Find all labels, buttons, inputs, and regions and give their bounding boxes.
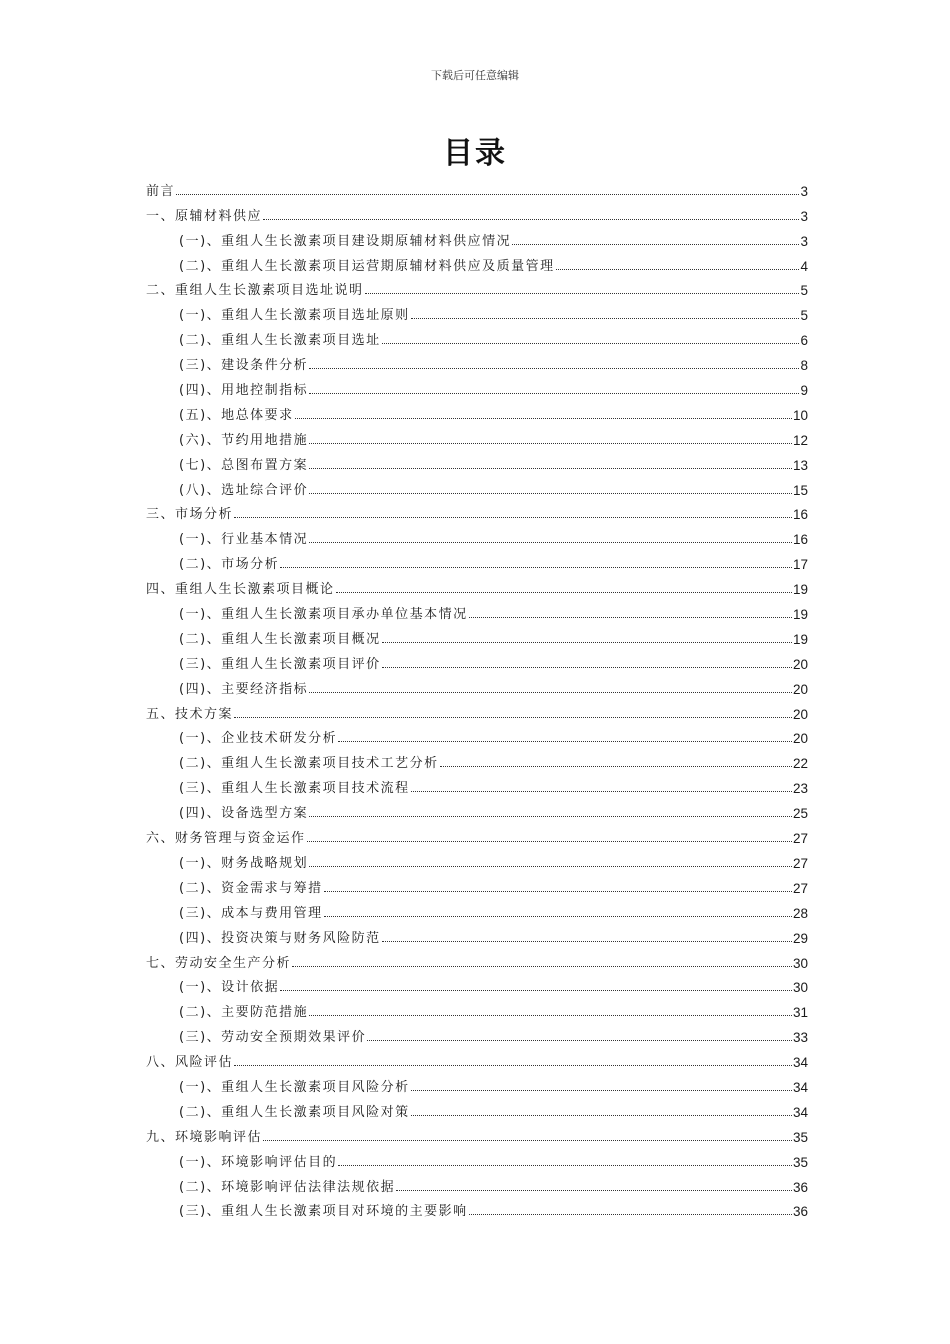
toc-entry-page-number: 5	[800, 308, 808, 324]
toc-entry[interactable]	[146, 622, 808, 647]
toc-entry[interactable]	[146, 697, 808, 722]
toc-dot-leader	[309, 816, 792, 817]
toc-entry-label: (三)、成本与费用管理	[179, 905, 323, 921]
toc-entry-page-number: 17	[792, 557, 808, 573]
toc-dot-leader	[309, 368, 799, 369]
toc-dot-leader	[309, 1015, 792, 1016]
toc-entry[interactable]	[146, 1120, 808, 1145]
toc-dot-leader	[382, 667, 792, 668]
toc-entry[interactable]	[146, 199, 808, 224]
toc-entry-label: (一)、企业技术研发分析	[179, 731, 338, 747]
toc-entry-page-number: 35	[792, 1154, 808, 1170]
toc-dot-leader	[309, 692, 792, 693]
toc-entry-page-number: 27	[792, 855, 808, 871]
toc-dot-leader	[324, 916, 792, 917]
toc-entry[interactable]	[146, 597, 808, 622]
toc-entry-page-number: 15	[792, 482, 808, 498]
toc-entry-label: 前言	[146, 183, 176, 199]
toc-entry-page-number: 5	[800, 283, 808, 299]
toc-entry-label: (一)、设计依据	[179, 980, 280, 996]
toc-entry[interactable]	[146, 423, 808, 448]
toc-entry-label: (二)、资金需求与筹措	[179, 880, 323, 896]
toc-entry[interactable]	[146, 1070, 808, 1095]
toc-entry[interactable]	[146, 572, 808, 597]
header-note: 下载后可任意编辑	[431, 69, 519, 82]
toc-entry[interactable]	[146, 498, 808, 523]
toc-entry-page-number: 10	[792, 407, 808, 423]
toc-entry-page-number: 19	[792, 607, 808, 623]
toc-dot-leader	[234, 517, 792, 518]
toc-entry-page-number: 20	[792, 706, 808, 722]
toc-dot-leader	[338, 1165, 792, 1166]
toc-entry[interactable]	[146, 274, 808, 299]
toc-dot-leader	[469, 617, 792, 618]
toc-entry[interactable]	[146, 647, 808, 672]
toc-entry-page-number: 13	[792, 457, 808, 473]
toc-entry-page-number: 23	[792, 781, 808, 797]
toc-entry-page-number: 34	[792, 1104, 808, 1120]
toc-entry[interactable]	[146, 522, 808, 547]
toc-entry[interactable]	[146, 921, 808, 946]
page-title: 目录	[443, 136, 507, 171]
toc-entry[interactable]	[146, 1195, 808, 1220]
toc-dot-leader	[234, 717, 792, 718]
toc-dot-leader	[292, 966, 792, 967]
toc-entry[interactable]	[146, 249, 808, 274]
toc-dot-leader	[263, 219, 799, 220]
toc-entry-label: (二)、重组人生长激素项目技术工艺分析	[179, 756, 439, 772]
toc-entry-label: (二)、重组人生长激素项目选址	[179, 333, 381, 349]
toc-dot-leader	[411, 318, 800, 319]
toc-dot-leader	[367, 1040, 792, 1041]
toc-dot-leader	[280, 567, 792, 568]
toc-dot-leader	[382, 343, 800, 344]
toc-dot-leader	[307, 841, 792, 842]
toc-entry-page-number: 3	[800, 183, 808, 199]
toc-dot-leader	[324, 891, 792, 892]
toc-entry-page-number: 16	[792, 532, 808, 548]
toc-entry-label: (三)、重组人生长激素项目评价	[179, 656, 381, 672]
toc-entry-page-number: 19	[792, 582, 808, 598]
table-of-contents	[146, 174, 808, 1219]
toc-entry-page-number: 3	[800, 208, 808, 224]
toc-entry-label: (二)、市场分析	[179, 557, 280, 573]
toc-entry-label: (二)、重组人生长激素项目运营期原辅材料供应及质量管理	[179, 258, 555, 274]
toc-dot-leader	[396, 1190, 792, 1191]
toc-entry[interactable]	[146, 672, 808, 697]
toc-entry-label: (二)、环境影响评估法律法规依据	[179, 1179, 396, 1195]
toc-entry-page-number: 8	[800, 358, 808, 374]
toc-entry[interactable]	[146, 224, 808, 249]
toc-entry[interactable]	[146, 1045, 808, 1070]
toc-entry-label: 七、劳动安全生产分析	[146, 955, 292, 971]
toc-entry-page-number: 9	[800, 383, 808, 399]
toc-entry-page-number: 36	[792, 1179, 808, 1195]
toc-entry-label: (四)、主要经济指标	[179, 681, 309, 697]
toc-entry-label: (一)、重组人生长激素项目建设期原辅材料供应情况	[179, 233, 512, 249]
toc-entry-page-number: 35	[792, 1129, 808, 1145]
toc-entry-label: 一、原辅材料供应	[146, 208, 263, 224]
toc-entry[interactable]	[146, 323, 808, 348]
toc-dot-leader	[309, 393, 799, 394]
toc-entry-label: (一)、重组人生长激素项目选址原则	[179, 308, 410, 324]
toc-entry-page-number: 20	[792, 731, 808, 747]
toc-entry-label: (二)、主要防范措施	[179, 1005, 309, 1021]
toc-entry-page-number: 27	[792, 831, 808, 847]
toc-entry-label: 五、技术方案	[146, 706, 234, 722]
toc-entry-page-number: 12	[792, 432, 808, 448]
toc-entry[interactable]	[146, 174, 808, 199]
toc-dot-leader	[338, 741, 792, 742]
toc-entry-page-number: 30	[792, 955, 808, 971]
toc-entry-label: (五)、地总体要求	[179, 407, 294, 423]
toc-dot-leader	[512, 244, 799, 245]
toc-entry[interactable]	[146, 796, 808, 821]
toc-dot-leader	[382, 642, 792, 643]
toc-entry-page-number: 34	[792, 1079, 808, 1095]
toc-dot-leader	[234, 1065, 792, 1066]
toc-entry-page-number: 20	[792, 656, 808, 672]
toc-dot-leader	[336, 592, 792, 593]
toc-entry[interactable]	[146, 746, 808, 771]
toc-entry-label: (四)、用地控制指标	[179, 383, 309, 399]
toc-entry[interactable]	[146, 821, 808, 846]
toc-entry-page-number: 19	[792, 631, 808, 647]
toc-entry-page-number: 28	[792, 905, 808, 921]
toc-dot-leader	[309, 468, 792, 469]
toc-dot-leader	[411, 1090, 792, 1091]
toc-entry-label: (二)、重组人生长激素项目风险对策	[179, 1104, 410, 1120]
toc-entry[interactable]	[146, 373, 808, 398]
toc-entry-page-number: 33	[792, 1030, 808, 1046]
toc-entry[interactable]	[146, 722, 808, 747]
toc-entry-label: (二)、重组人生长激素项目概况	[179, 631, 381, 647]
toc-entry-label: (三)、重组人生长激素项目对环境的主要影响	[179, 1204, 468, 1220]
toc-dot-leader	[382, 941, 792, 942]
toc-entry-page-number: 16	[792, 507, 808, 523]
toc-entry-label: (一)、重组人生长激素项目承办单位基本情况	[179, 607, 468, 623]
toc-entry-label: (三)、建设条件分析	[179, 358, 309, 374]
toc-entry[interactable]	[146, 547, 808, 572]
toc-entry-page-number: 34	[792, 1055, 808, 1071]
toc-dot-leader	[365, 293, 800, 294]
toc-dot-leader	[176, 194, 799, 195]
toc-entry-page-number: 30	[792, 980, 808, 996]
toc-entry[interactable]	[146, 1145, 808, 1170]
toc-entry-page-number: 3	[800, 233, 808, 249]
toc-entry-label: 九、环境影响评估	[146, 1129, 263, 1145]
toc-dot-leader	[295, 418, 792, 419]
toc-entry-label: 八、风险评估	[146, 1055, 234, 1071]
toc-dot-leader	[263, 1140, 792, 1141]
toc-entry[interactable]	[146, 871, 808, 896]
toc-dot-leader	[556, 269, 800, 270]
toc-entry-page-number: 27	[792, 880, 808, 896]
toc-entry-page-number: 4	[800, 258, 808, 274]
toc-dot-leader	[469, 1214, 792, 1215]
toc-entry-label: (四)、设备选型方案	[179, 806, 309, 822]
toc-entry-label: (三)、重组人生长激素项目技术流程	[179, 781, 410, 797]
toc-dot-leader	[411, 791, 792, 792]
toc-entry-page-number: 25	[792, 806, 808, 822]
toc-entry[interactable]	[146, 298, 808, 323]
toc-entry-label: (八)、选址综合评价	[179, 482, 309, 498]
toc-entry-page-number: 6	[800, 333, 808, 349]
toc-entry[interactable]	[146, 448, 808, 473]
toc-entry-page-number: 22	[792, 756, 808, 772]
toc-entry-page-number: 31	[792, 1005, 808, 1021]
toc-entry-label: (一)、财务战略规划	[179, 855, 309, 871]
toc-entry[interactable]	[146, 995, 808, 1020]
toc-entry-label: (七)、总图布置方案	[179, 457, 309, 473]
toc-entry[interactable]	[146, 846, 808, 871]
toc-entry-label: 六、财务管理与资金运作	[146, 831, 306, 847]
toc-entry[interactable]	[146, 771, 808, 796]
toc-entry-page-number: 20	[792, 681, 808, 697]
toc-entry-label: (四)、投资决策与财务风险防范	[179, 930, 381, 946]
toc-entry-page-number: 36	[792, 1204, 808, 1220]
toc-entry[interactable]	[146, 1095, 808, 1120]
toc-entry-label: 三、市场分析	[146, 507, 234, 523]
toc-entry-label: (三)、劳动安全预期效果评价	[179, 1030, 367, 1046]
toc-entry[interactable]	[146, 1020, 808, 1045]
toc-entry[interactable]	[146, 473, 808, 498]
toc-entry[interactable]	[146, 1170, 808, 1195]
toc-entry-label: (六)、节约用地措施	[179, 432, 309, 448]
toc-entry[interactable]	[146, 398, 808, 423]
toc-entry-label: (一)、环境影响评估目的	[179, 1154, 338, 1170]
toc-entry[interactable]	[146, 946, 808, 971]
toc-dot-leader	[309, 443, 792, 444]
toc-dot-leader	[280, 990, 792, 991]
toc-entry-label: 四、重组人生长激素项目概论	[146, 582, 335, 598]
toc-entry-label: 二、重组人生长激素项目选址说明	[146, 283, 364, 299]
toc-entry[interactable]	[146, 971, 808, 996]
toc-dot-leader	[309, 542, 792, 543]
toc-dot-leader	[411, 1115, 792, 1116]
toc-dot-leader	[309, 493, 792, 494]
toc-entry[interactable]	[146, 348, 808, 373]
toc-entry-label: (一)、重组人生长激素项目风险分析	[179, 1079, 410, 1095]
toc-entry[interactable]	[146, 896, 808, 921]
toc-entry-label: (一)、行业基本情况	[179, 532, 309, 548]
toc-dot-leader	[440, 766, 792, 767]
toc-dot-leader	[309, 866, 792, 867]
toc-entry-page-number: 29	[792, 930, 808, 946]
